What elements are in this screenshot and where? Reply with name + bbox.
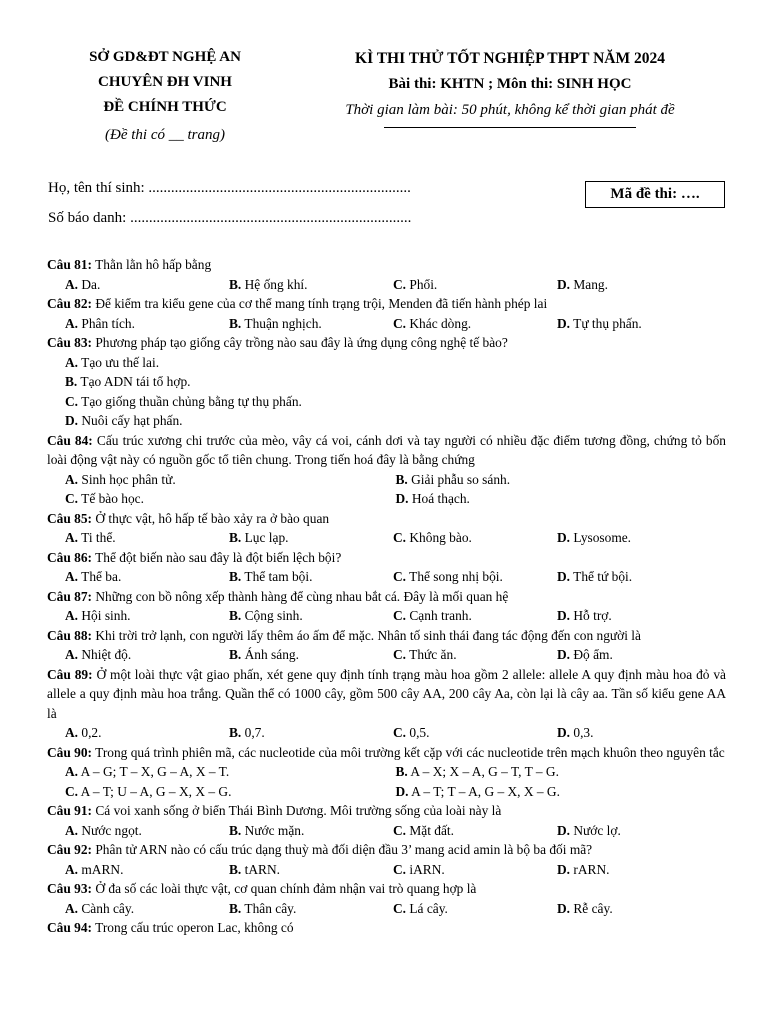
question [47,626,726,665]
answer-option [557,723,721,743]
option-letter: B. [229,530,242,545]
option-text: Tự thụ phấn. [570,315,642,331]
answer-options [47,723,726,743]
answer-option [65,723,229,743]
question-number: Câu 84: [47,432,93,448]
question-number: Câu 89: [47,666,93,682]
question [47,333,726,431]
answer-option [557,899,721,919]
option-letter: A. [65,471,79,487]
answer-option [47,372,726,392]
answer-option [229,645,393,665]
option-text: Lysosome. [570,530,632,545]
answer-options [47,489,726,509]
question-number: Câu 94: [47,920,93,935]
option-text: 0,2. [78,725,102,740]
answer-option [65,489,396,509]
answer-option [229,567,393,587]
answer-option [557,567,721,587]
question-number: Câu 92: [47,842,93,857]
question-stem [47,801,726,821]
candidate-name-line: Họ, tên thí sinh: ...................................................................... [48,180,411,196]
question-stem [47,626,726,646]
option-letter: C. [393,900,407,916]
option-text: mARN. [78,861,124,877]
option-text: Hoá thạch. [408,491,470,506]
question [47,587,726,626]
option-text: Phổi. [406,276,438,292]
answer-option [557,860,721,880]
exam-title: KÌ THI THỬ TỐT NGHIỆP THPT NĂM 2024 [355,50,665,67]
exam-time: Thời gian làm bài: 50 phút, không kể thời gian phát đề [345,102,675,118]
option-text: Nước ngọt. [78,822,142,838]
option-letter: A. [65,725,79,740]
option-letter: C. [393,315,407,331]
question [47,801,726,840]
option-letter: A. [65,608,79,623]
question-text: Cá voi xanh sống ở biển Thái Bình Dương. Môi trường sống của loài này là [92,803,502,818]
answer-option [65,606,229,626]
option-text: A – T; U – A, G – X, X – G. [78,783,232,799]
option-text: Khác dòng. [406,315,472,331]
option-letter: A. [65,822,79,838]
answer-options [47,899,726,919]
option-letter: D. [395,491,409,506]
answer-option [396,489,727,509]
option-text: Tạo ưu thế lai. [78,354,160,370]
answer-option [47,353,726,373]
question-text: Ở thực vật, hô hấp tế bào xảy ra ở bào quan [92,510,330,526]
question [47,840,726,879]
option-text: Ti thể. [78,530,116,545]
option-letter: B. [229,647,242,662]
answer-option [65,821,229,841]
option-text: Hội sinh. [78,608,131,623]
option-text: Lục lạp. [241,530,289,545]
option-text: Nhiệt độ. [78,647,132,662]
answer-options [47,567,726,587]
option-text: 0,5. [406,725,430,740]
option-text: Cạnh tranh. [406,608,472,623]
option-letter: B. [395,471,408,487]
answer-option [393,645,557,665]
answer-option [393,314,557,334]
option-letter: B. [229,822,242,838]
option-letter: D. [557,900,571,916]
question-text: Phân tử ARN nào có cấu trúc dạng thuỳ mà đối diện đầu 3’ mang acid amin là bộ ba đối mã? [92,842,593,857]
answer-options [47,860,726,880]
option-text: Da. [78,276,101,292]
answer-options [47,782,726,802]
question-number: Câu 88: [47,627,93,643]
answer-options [47,275,726,295]
candidate-id-line: Số báo danh: ........................................................................... [48,210,412,226]
option-letter: A. [65,354,79,370]
option-text: Tế bào học. [78,491,144,506]
option-text: 0,7. [241,725,265,740]
answer-option [557,821,721,841]
header-rule [384,127,636,128]
option-text: Cộng sinh. [241,608,303,623]
option-letter: D. [557,861,571,877]
option-letter: B. [229,725,242,740]
question-text: Thể đột biến nào sau đây là đột biến lệch bội? [92,549,342,565]
question-number: Câu 81: [47,257,93,272]
answer-option [393,606,557,626]
answer-option [557,645,721,665]
question-text: Ở một loài thực vật giao phấn, xét gene quy định tính trạng màu hoa gồm 2 allele: allele A quy định màu hoa đỏ và allele a quy định màu hoa trắng. Quần thể có 1000 cây, gồm 500 cây AA, 200 cây Aa, còn lại là cây aa. Tần số kiểu gene AA là [47,666,727,721]
question-text: Thằn lằn hô hấp bằng [92,257,212,272]
option-letter: C. [393,569,407,584]
question-number: Câu 93: [47,881,93,896]
question-stem [47,918,726,938]
option-letter: D. [557,608,571,623]
option-letter: A. [65,276,79,292]
question-number: Câu 82: [47,296,93,311]
option-letter: A. [65,764,79,779]
answer-options [47,353,726,431]
option-text: Thể ba. [78,569,122,584]
option-letter: A. [65,530,79,545]
question-number: Câu 87: [47,588,93,604]
answer-option [65,782,396,802]
answer-option [393,860,557,880]
option-letter: D. [557,647,571,662]
answer-option [229,275,393,295]
option-text: Mặt đất. [406,822,455,838]
option-letter: D. [557,725,571,740]
option-text: Hệ ống khí. [241,276,308,292]
question-stem [47,548,726,568]
option-text: A – X; X – A, G – T, T – G. [407,764,559,779]
answer-option [396,782,727,802]
option-letter: A. [65,900,79,916]
answer-option [229,899,393,919]
option-text: Thể song nhị bội. [406,569,503,584]
option-text: A – G; T – X, G – A, X – T. [78,764,230,779]
option-text: Lá cây. [406,900,448,916]
option-letter: C. [393,725,407,740]
exam-code-box: Mã đề thi: …. [585,181,725,208]
option-text: rARN. [570,861,610,877]
option-letter: B. [229,861,242,877]
answer-option [393,567,557,587]
question-stem [47,587,726,607]
option-text: Thuận nghịch. [241,315,322,331]
question-text: Trong cấu trúc operon Lac, không có [92,920,294,935]
option-text: Rễ cây. [570,900,613,916]
question-stem [47,431,726,470]
question-number: Câu 85: [47,510,93,526]
option-letter: A. [65,861,79,877]
pages-note: (Đề thi có __ trang) [105,127,225,143]
option-letter: B. [229,900,242,916]
header-left [40,45,290,148]
answer-option [65,860,229,880]
answer-option [229,528,393,548]
option-letter: D. [65,413,79,428]
option-letter: A. [65,315,79,331]
option-letter: A. [65,569,79,584]
answer-option [557,275,721,295]
option-letter: B. [229,569,242,584]
option-text: A – T; T – A, G – X, X – G. [408,783,560,799]
answer-option [557,528,721,548]
answer-option [557,314,721,334]
question-number: Câu 83: [47,335,93,350]
question-text: Phương pháp tạo giống cây trồng nào sau đây là ứng dụng công nghệ tế bào? [92,335,508,350]
option-text: Tạo giống thuần chủng bằng tự thụ phấn. [78,393,302,409]
option-letter: D. [557,822,571,838]
option-text: Nuôi cấy hạt phấn. [78,413,183,428]
answer-options [47,821,726,841]
answer-option [396,470,727,490]
question-stem [47,333,726,353]
question-number: Câu 86: [47,549,93,565]
answer-option [65,470,396,490]
question [47,509,726,548]
question-stem [47,840,726,860]
answer-option [229,860,393,880]
question-text: Cấu trúc xương chi trước của mèo, vây cá voi, cánh dơi và tay người có nhiều đặc điểm tương đồng, chứng tỏ bốn loài động vật này có nguồn gốc tổ tiên chung. Trong tiến hoá đây là bằng chứng [47,432,726,467]
answer-option [229,606,393,626]
option-letter: A. [65,647,79,662]
question-stem [47,255,726,275]
question-text: Ở đa số các loài thực vật, cơ quan chính đảm nhận vai trò quang hợp là [92,881,477,896]
answer-option [229,821,393,841]
option-text: Thân cây. [241,900,297,916]
answer-option [65,762,396,782]
answer-options [47,645,726,665]
option-letter: C. [393,276,407,292]
answer-option [557,606,721,626]
answer-option [393,723,557,743]
option-letter: B. [65,374,78,389]
question [47,879,726,918]
question [47,255,726,294]
option-letter: D. [395,783,409,799]
question-text: Trong quá trình phiên mã, các nucleotide của môi trường kết cặp với các nucleotide trên mạch khuôn theo nguyên tắc [92,744,725,760]
answer-option [47,392,726,412]
question-list [47,255,726,938]
answer-option [393,821,557,841]
question-number: Câu 90: [47,744,93,760]
question-stem [47,294,726,314]
option-letter: D. [557,569,571,584]
option-text: Nước mặn. [241,822,305,838]
header-right [300,47,720,128]
question-stem [47,743,726,763]
option-letter: B. [229,276,242,292]
option-letter: C. [65,393,79,409]
answer-options [47,528,726,548]
answer-option [65,645,229,665]
department-name: SỞ GD&ĐT NGHỆ AN [89,49,241,65]
answer-option [65,528,229,548]
option-letter: D. [557,315,571,331]
option-text: Giải phẫu so sánh. [407,471,511,487]
option-letter: D. [557,276,571,292]
answer-option [393,275,557,295]
option-text: tARN. [241,861,280,877]
answer-option [47,411,726,431]
question [47,294,726,333]
question [47,665,726,743]
option-text: Cành cây. [78,900,135,916]
school-name: CHUYÊN ĐH VINH [98,74,232,90]
question-text: Khi trời trở lạnh, con người lấy thêm áo ấm để mặc. Nhân tố sinh thái đang tác động đến con người là [92,627,641,643]
option-letter: B. [395,764,408,779]
option-text: Không bào. [406,530,472,545]
answer-option [65,275,229,295]
question-stem [47,879,726,899]
option-text: Sinh học phân tử. [78,471,176,487]
answer-option [65,567,229,587]
question-text: Những con bồ nông xếp thành hàng để cùng nhau bắt cá. Đây là mối quan hệ [92,588,509,604]
option-letter: D. [557,530,571,545]
answer-options [47,470,726,490]
option-letter: C. [393,647,407,662]
option-text: Tạo ADN tái tổ hợp. [77,374,191,389]
answer-option [229,314,393,334]
option-letter: C. [393,822,407,838]
exam-subject: Bài thi: KHTN ; Môn thi: SINH HỌC [388,76,632,92]
answer-option [65,314,229,334]
answer-option [393,528,557,548]
option-letter: B. [229,608,242,623]
official-label: ĐỀ CHÍNH THỨC [103,99,227,115]
option-text: 0,3. [570,725,594,740]
question [47,548,726,587]
option-text: iARN. [406,861,445,877]
answer-option [396,762,727,782]
option-text: Phân tích. [78,315,135,331]
option-text: Mang. [570,276,608,292]
option-letter: C. [393,530,407,545]
question-stem [47,509,726,529]
question-number: Câu 91: [47,803,93,818]
question-stem [47,665,726,724]
question [47,918,726,938]
answer-options [47,606,726,626]
option-text: Hỗ trợ. [570,608,612,623]
option-text: Độ ẩm. [570,647,613,662]
option-text: Thức ăn. [406,647,457,662]
option-letter: C. [65,783,79,799]
answer-option [393,899,557,919]
answer-option [229,723,393,743]
answer-option [65,899,229,919]
option-letter: C. [393,861,407,877]
question [47,431,726,509]
question-text: Để kiểm tra kiểu gene của cơ thể mang tính trạng trội, Menden đã tiến hành phép lai [92,296,548,311]
option-text: Thể tứ bội. [570,569,633,584]
option-letter: B. [229,315,242,331]
option-text: Ánh sáng. [241,647,299,662]
option-text: Nước lợ. [570,822,621,838]
question [47,743,726,802]
option-text: Thể tam bội. [241,569,313,584]
option-letter: C. [65,491,79,506]
option-letter: C. [393,608,407,623]
answer-options [47,314,726,334]
answer-options [47,762,726,782]
